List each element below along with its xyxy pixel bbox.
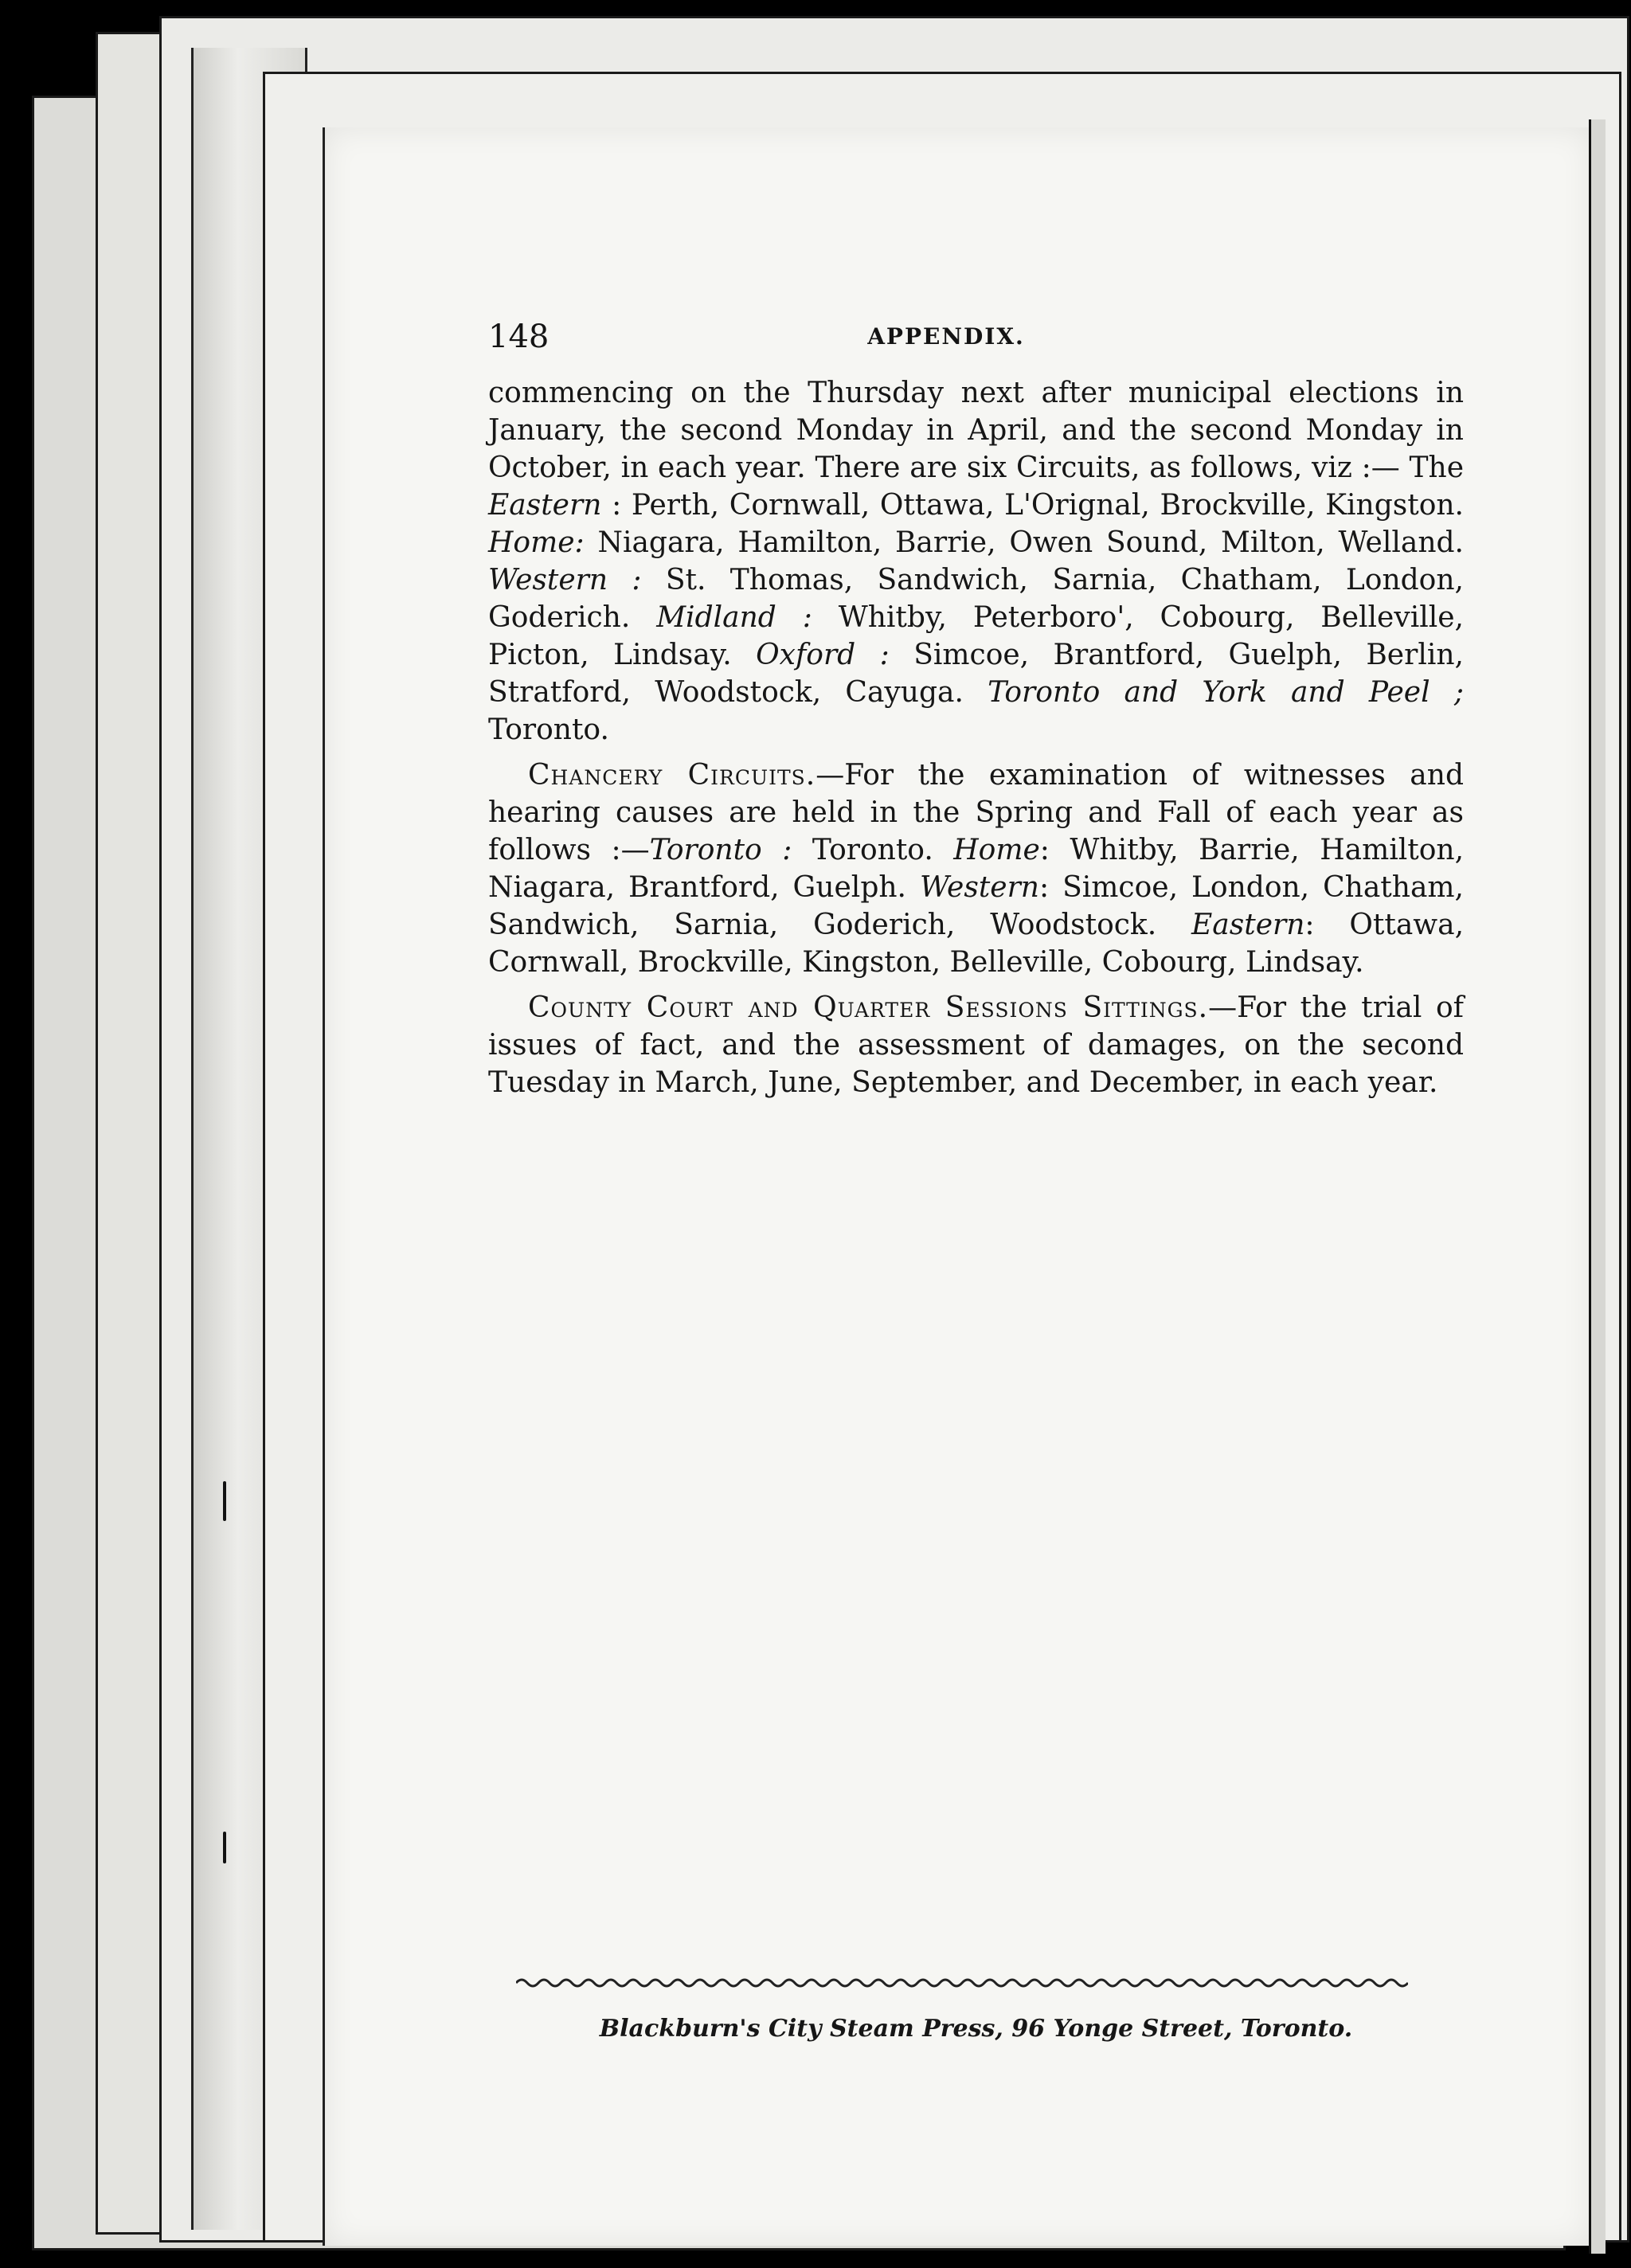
body-text — [488, 374, 1464, 1101]
paragraph-assize-circuits: commencing on the Thursday next after municipal elections in January, the second Monday in April, and the second Monday in October, in each year. There are six Circuits, as follows, viz :— The Eastern : Perth, Cornwall, Ottawa, L'Orignal, Brockville, Kingston. Home: Niagara, Hamilton, Barrie, Owen Sound, Milton, Welland. Western : St. Thomas, Sandwich, Sarnia, Chatham, London, Goderich. Midland : Whitby, Peterboro', Cobourg, Belleville, Picton, Lindsay. Oxford : Simcoe, Brantford, Guelph, Berlin, Stratford, Woodstock, Cayuga. Toronto and York and Peel ; Toronto. — [488, 377, 1464, 746]
margin-mark — [223, 1481, 226, 1521]
page-number: 148 — [488, 319, 550, 355]
page-header — [488, 319, 1404, 374]
paragraph-chancery-circuits: Chancery Circuits.—For the examination of witnesses and hearing causes are held in the Spring and Fall of each year as follows :—Toronto : Toronto. Home: Whitby, Barrie, Hamilton, Niagara, Brantford, Guelph. Western: Simcoe, London, Chatham, Sandwich, Sarnia, Goderich, Woodstock. Eastern: Ottawa, Cornwall, Brockville, Kingston, Belleville, Cobourg, Lindsay. — [488, 759, 1465, 979]
next-page-edge — [1589, 119, 1606, 2254]
book-page — [323, 127, 1591, 2246]
paragraph-county-court: County Court and Quarter Sessions Sittings.—For the trial of issues of fact, and the assessment of damages, on the second Tuesday in March, June, September, and December, in each year. — [488, 991, 1465, 1099]
printer-imprint: Blackburn's City Steam Press, 96 Yonge Street, Toronto. — [599, 2015, 1353, 2043]
wavy-rule — [516, 1977, 1408, 1989]
margin-mark — [223, 1832, 226, 1863]
section-heading: County Court and Quarter Sessions Sittings. — [528, 991, 1209, 1024]
section-heading: Chancery Circuits. — [528, 759, 816, 792]
running-head: APPENDIX. — [867, 323, 1025, 350]
